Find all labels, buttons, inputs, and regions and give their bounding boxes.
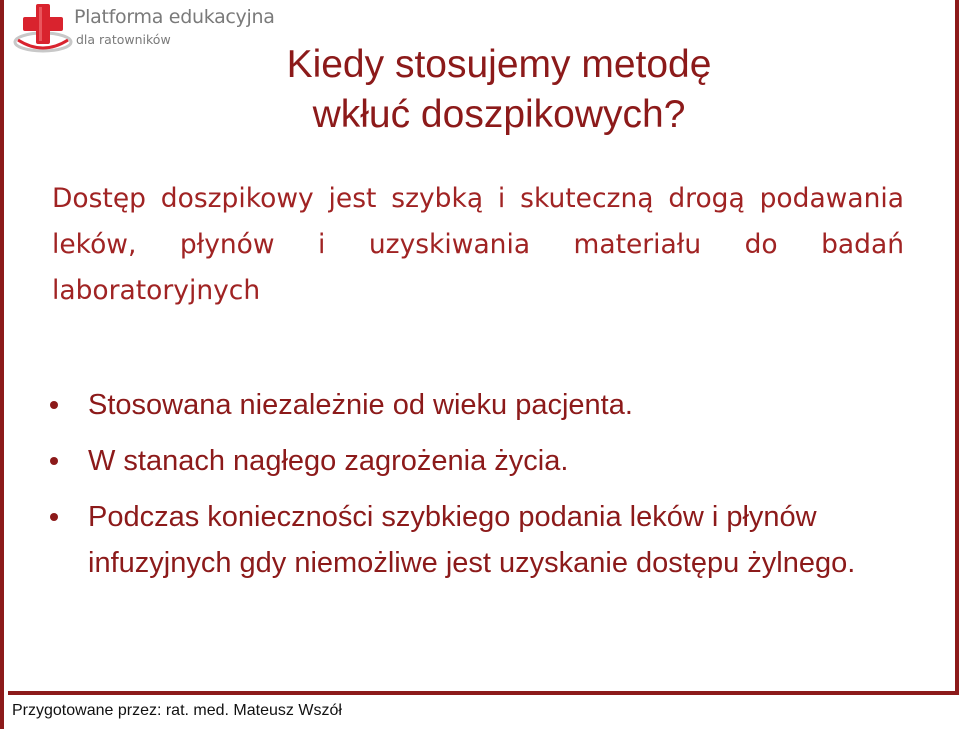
- bullet-list: [48, 382, 908, 596]
- bullet-icon: [50, 513, 58, 521]
- red-cross-icon: [12, 2, 74, 54]
- footer-bar: [8, 691, 959, 729]
- footer-author: Przygotowane przez: rat. med. Mateusz Wszół: [12, 702, 342, 719]
- bullet-item: [48, 438, 908, 484]
- intro-paragraph: Dostęp doszpikowy jest szybką i skuteczną drogą podawania leków, płynów i uzyskiwania materiału do badań laboratoryjnych: [52, 183, 904, 306]
- bullet-text: Podczas konieczności szybkiego podania leków i płynów infuzyjnych gdy niemożliwe jest uzyskanie dostępu żylnego.: [88, 501, 856, 579]
- bullet-item: [48, 494, 908, 586]
- bullet-icon: [50, 401, 58, 409]
- slide-title-line-2: wkłuć doszpikowych?: [312, 93, 686, 136]
- bullet-text: W stanach nagłego zagrożenia życia.: [88, 445, 569, 477]
- bullet-text: Stosowana niezależnie od wieku pacjenta.: [88, 389, 633, 421]
- bullet-icon: [50, 457, 58, 465]
- bullet-item: [48, 382, 908, 428]
- slide-title: [194, 40, 804, 140]
- slide-title-line-1: Kiedy stosujemy metodę: [286, 43, 712, 86]
- logo-subtitle: dla ratowników: [76, 32, 171, 47]
- logo-title: Platforma edukacyjna: [74, 6, 275, 28]
